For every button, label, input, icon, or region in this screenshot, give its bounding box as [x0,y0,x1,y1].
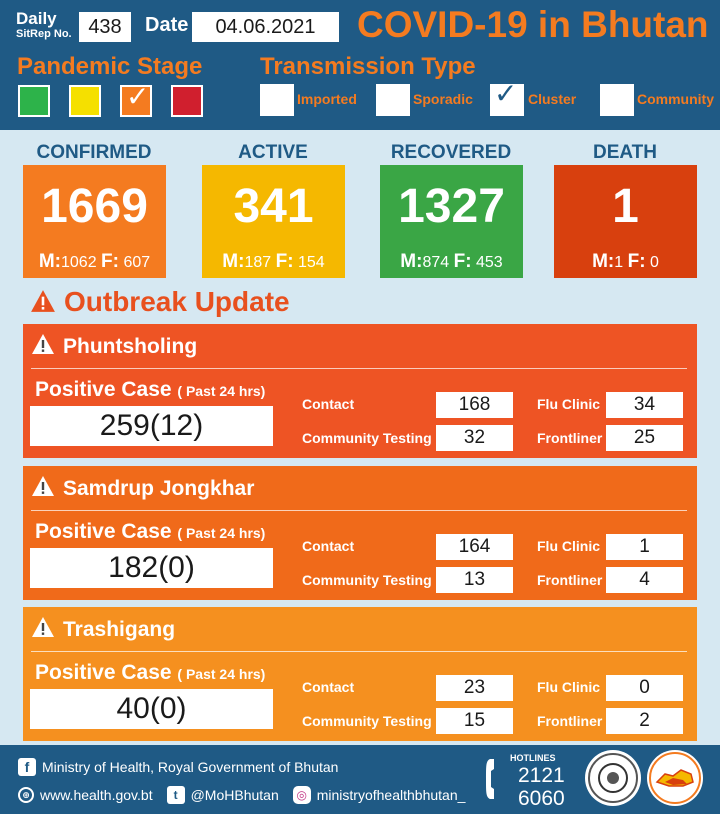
positive-case-label: Positive Case ( Past 24 hrs) [35,520,266,543]
date-label: Date [145,14,189,36]
transmission-type-box-4 [600,84,634,116]
warning-icon [30,288,56,314]
stat-label-confirmed: CONFIRMED [36,142,152,163]
community-testing-label: Community Testing [302,430,432,446]
region-panel-trashigang [23,607,697,741]
transmission-type-label-2: Sporadic [413,91,473,107]
positive-case-value: 40(0) [30,689,273,729]
social-line [18,786,465,804]
ministry-emblem-logo [585,750,641,806]
stat-label-death: DEATH [592,142,658,163]
pandemic-stage-box-2 [69,85,101,117]
sitrep-number: 438 [79,12,131,42]
date-value: 04.06.2021 [192,12,339,42]
stat-gender-breakdown: M:1062 F: 607 [38,251,151,272]
positive-case-value: 182(0) [30,548,273,588]
warning-icon [31,615,55,639]
positive-case-label: Positive Case ( Past 24 hrs) [35,378,266,401]
region-name: Samdrup Jongkhar [31,474,254,501]
contact-value: 164 [436,534,513,560]
flu-clinic-label: Flu Clinic [537,538,600,554]
transmission-type-box-2 [376,84,410,116]
sitrep-label: Daily SitRep No. [16,9,72,40]
phone-icon [484,757,508,801]
transmission-type-label-4: Community [637,91,714,107]
stat-card-death [554,165,697,278]
stat-label-active: ACTIVE [238,142,308,163]
contact-value: 168 [436,392,513,418]
community-testing-value: 15 [436,708,513,734]
frontliner-value: 2 [606,708,683,734]
flu-clinic-value: 0 [606,675,683,701]
frontliner-value: 25 [606,425,683,451]
divider [31,510,687,511]
pandemic-stage-box-1 [18,85,50,117]
region-panel-phuntsholing [23,324,697,458]
stat-card-recovered [380,165,523,278]
frontliner-label: Frontliner [537,713,603,729]
stat-card-active [202,165,345,278]
stat-card-confirmed [23,165,166,278]
contact-label: Contact [302,396,355,412]
pandemic-stage-label: Pandemic Stage [17,53,203,80]
hotline-1: 2121 [518,764,565,787]
flu-clinic-value: 34 [606,392,683,418]
warning-icon [31,332,55,356]
twitter-icon: t [167,786,185,804]
frontliner-label: Frontliner [537,430,603,446]
bhutan-map-logo [647,750,703,806]
contact-label: Contact [302,679,355,695]
header [0,0,720,130]
page-title: COVID-19 in Bhutan [357,4,709,45]
community-testing-value: 32 [436,425,513,451]
contact-label: Contact [302,538,355,554]
community-testing-label: Community Testing [302,713,432,729]
stat-value: 341 [233,180,314,233]
stat-value: 1327 [398,180,505,233]
transmission-type-box-1 [260,84,294,116]
outbreak-update-title: Outbreak Update [30,286,290,318]
region-panel-samdrup-jongkhar [23,466,697,600]
contact-value: 23 [436,675,513,701]
stat-value: 1669 [41,180,148,233]
checkmark-icon: ✓ [494,78,518,109]
stat-label-recovered: RECOVERED [390,142,512,163]
stat-gender-breakdown: M:874 F: 453 [400,251,503,272]
website-link[interactable]: www.health.gov.bt [40,787,153,803]
globe-icon: ⊕ [18,787,34,803]
checkmark-icon: ✓ [126,81,150,112]
positive-case-value: 259(12) [30,406,273,446]
community-testing-value: 13 [436,567,513,593]
community-testing-label: Community Testing [302,572,432,588]
divider [31,368,687,369]
instagram-handle[interactable]: ministryofhealthbhutan_ [316,787,466,803]
facebook-icon: f [18,758,36,776]
hotline-2: 6060 [518,787,565,810]
hotlines-label: HOTLINES [510,753,556,763]
transmission-type-label-1: Imported [297,91,357,107]
divider [31,651,687,652]
region-name: Trashigang [31,615,175,642]
positive-case-label: Positive Case ( Past 24 hrs) [35,661,266,684]
twitter-handle[interactable]: @MoHBhutan [190,787,279,803]
flu-clinic-value: 1 [606,534,683,560]
flu-clinic-label: Flu Clinic [537,396,600,412]
stat-gender-breakdown: M:187 F: 154 [222,251,325,272]
frontliner-value: 4 [606,567,683,593]
warning-icon [31,474,55,498]
frontliner-label: Frontliner [537,572,603,588]
transmission-type-label: Transmission Type [260,53,476,80]
pandemic-stage-box-4 [171,85,203,117]
footer [0,745,720,814]
instagram-icon: ◎ [293,786,311,804]
ministry-line: f Ministry of Health, Royal Government of Bhutan [18,758,338,776]
stat-gender-breakdown: M:1 F: 0 [592,251,659,272]
region-name: Phuntsholing [31,332,197,359]
pandemic-stage-box-3 [120,81,152,117]
transmission-type-box-3 [490,78,524,116]
flu-clinic-label: Flu Clinic [537,679,600,695]
transmission-type-label-3: Cluster [528,91,577,107]
stat-value: 1 [612,180,639,233]
